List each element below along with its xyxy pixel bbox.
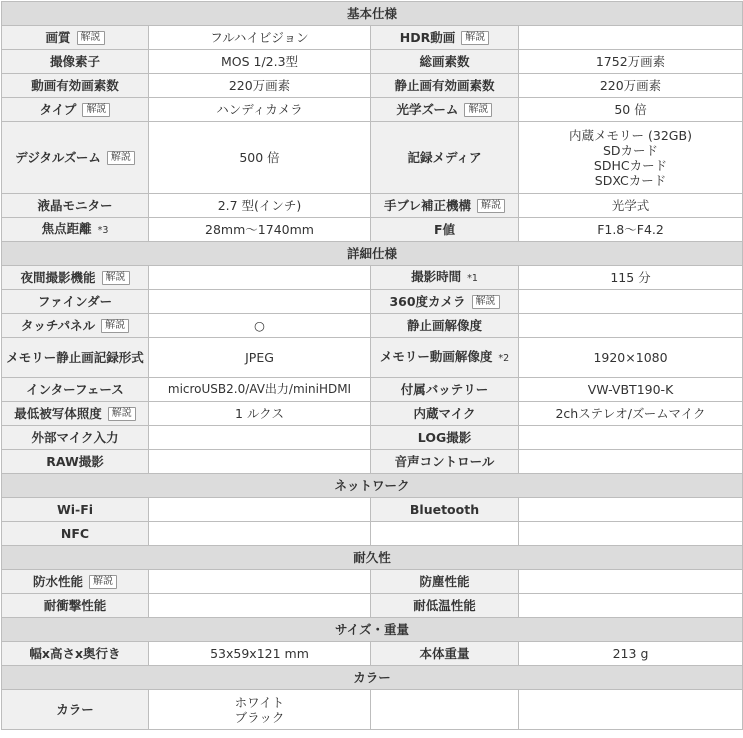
- value-weight[interactable]: 213 g: [519, 642, 743, 666]
- label-focal: [2, 218, 149, 242]
- label-text: 夜間撮影機能: [20, 269, 96, 285]
- value-min-lux[interactable]: 1 ルクス: [149, 402, 371, 426]
- label-total-px: 総画素数: [371, 50, 519, 74]
- value-dust: [519, 570, 743, 594]
- value-battery: VW-VBT190-K: [519, 378, 743, 402]
- label-audio: 音声コントロール: [371, 450, 519, 474]
- label-weight: 本体重量: [371, 642, 519, 666]
- value-total-px: 1752万画素: [519, 50, 743, 74]
- value-optical-zoom[interactable]: 50 倍: [519, 98, 743, 122]
- kaisetsu-button[interactable]: 解説: [77, 31, 105, 45]
- label-movie-px: 動画有効画素数: [2, 74, 149, 98]
- label-media: 記録メディア: [371, 122, 519, 194]
- label-still-px: 静止画有効画素数: [371, 74, 519, 98]
- label-ext-mic: 外部マイク入力: [2, 426, 149, 450]
- section-detail: 詳細仕様: [2, 242, 743, 266]
- section-basic: 基本仕様: [2, 2, 743, 26]
- kaisetsu-button[interactable]: 解説: [461, 31, 489, 45]
- label-sensor: 撮像素子: [2, 50, 149, 74]
- label-optical-zoom: [371, 98, 519, 122]
- value-type[interactable]: ハンディカメラ: [149, 98, 371, 122]
- value-water: [149, 570, 371, 594]
- label-night: [2, 266, 149, 290]
- label-digital-zoom: [2, 122, 149, 194]
- label-gashitsu: [2, 26, 149, 50]
- section-durability: 耐久性: [2, 546, 743, 570]
- label-type: [2, 98, 149, 122]
- label-min-lux: [2, 402, 149, 426]
- value-wifi: [149, 498, 371, 522]
- label-dims: 幅x高さx奥行き: [2, 642, 149, 666]
- value-ext-mic: [149, 426, 371, 450]
- footnote-mark: *3: [97, 225, 109, 236]
- footnote-mark: *2: [498, 353, 510, 364]
- label-nfc: NFC: [2, 522, 149, 546]
- value-color: [149, 690, 371, 730]
- value-still-res: [519, 314, 743, 338]
- kaisetsu-button[interactable]: 解説: [477, 199, 505, 213]
- label-mic: 内蔵マイク: [371, 402, 519, 426]
- label-f: F値: [371, 218, 519, 242]
- label-360cam: [371, 290, 519, 314]
- label-lcd: 液晶モニター: [2, 194, 149, 218]
- label-wifi: Wi-Fi: [2, 498, 149, 522]
- label-text: デジタルズーム: [15, 149, 101, 165]
- empty-cell: [519, 522, 743, 546]
- kaisetsu-button[interactable]: 解説: [472, 295, 500, 309]
- value-log: [519, 426, 743, 450]
- value-gashitsu[interactable]: フルハイビジョン: [149, 26, 371, 50]
- label-text: 撮影時間: [411, 269, 462, 284]
- value-f: F1.8～F4.2: [519, 218, 743, 242]
- value-mem-movie: 1920×1080: [519, 338, 743, 378]
- value-cold: [519, 594, 743, 618]
- label-text: 防水性能: [32, 573, 83, 589]
- value-raw: [149, 450, 371, 474]
- value-bluetooth: [519, 498, 743, 522]
- color-item: ホワイト: [234, 694, 285, 710]
- label-hdr: [371, 26, 519, 50]
- kaisetsu-button[interactable]: 解説: [101, 319, 129, 333]
- value-dims: 53x59x121 mm: [149, 642, 371, 666]
- label-text: メモリー動画解像度: [379, 349, 493, 364]
- label-text: 最低被写体照度: [14, 405, 102, 421]
- label-still-res: 静止画解像度: [371, 314, 519, 338]
- section-network: ネットワーク: [2, 474, 743, 498]
- label-text: 光学ズーム: [396, 101, 459, 117]
- label-stabilizer: [371, 194, 519, 218]
- label-text: タッチパネル: [20, 317, 96, 333]
- value-touch[interactable]: ○: [149, 314, 371, 338]
- value-sensor: MOS 1/2.3型: [149, 50, 371, 74]
- value-stabilizer: 光学式: [519, 194, 743, 218]
- footnote-mark: *1: [467, 273, 478, 284]
- label-battery: 付属バッテリー: [371, 378, 519, 402]
- kaisetsu-button[interactable]: 解説: [464, 103, 492, 117]
- label-mem-still: メモリー静止画記録形式: [2, 338, 149, 378]
- label-bluetooth: Bluetooth: [371, 498, 519, 522]
- label-log: LOG撮影: [371, 426, 519, 450]
- value-digital-zoom[interactable]: 500 倍: [149, 122, 371, 194]
- empty-cell: [519, 690, 743, 730]
- value-nfc: [149, 522, 371, 546]
- label-finder: ファインダー: [2, 290, 149, 314]
- label-text: 画質: [45, 29, 71, 45]
- label-text: 360度カメラ: [389, 293, 466, 309]
- value-mem-still: JPEG: [149, 338, 371, 378]
- value-finder: [149, 290, 371, 314]
- label-touch: [2, 314, 149, 338]
- section-size: サイズ・重量: [2, 618, 743, 642]
- label-text: 手ブレ補正機構: [383, 197, 471, 213]
- kaisetsu-button[interactable]: 解説: [107, 151, 135, 165]
- empty-cell: [371, 690, 519, 730]
- label-text: タイプ: [39, 101, 77, 117]
- value-shock: [149, 594, 371, 618]
- media-item: SDHCカード: [593, 157, 668, 173]
- value-lcd: 2.7 型(インチ): [149, 194, 371, 218]
- label-cold: 耐低温性能: [371, 594, 519, 618]
- label-mem-movie: [371, 338, 519, 378]
- label-text: HDR動画: [399, 29, 456, 45]
- kaisetsu-button[interactable]: 解説: [102, 271, 130, 285]
- kaisetsu-button[interactable]: 解説: [82, 103, 110, 117]
- media-item: SDカード: [602, 142, 659, 158]
- value-interface: microUSB2.0/AV出力/miniHDMI: [149, 378, 371, 402]
- spec-table: [1, 1, 743, 730]
- value-still-px: 220万画素: [519, 74, 743, 98]
- value-360cam: [519, 290, 743, 314]
- kaisetsu-button[interactable]: 解説: [89, 575, 117, 589]
- value-mic: 2chステレオ/ズームマイク: [519, 402, 743, 426]
- label-water: [2, 570, 149, 594]
- media-item: SDXCカード: [594, 172, 667, 188]
- value-movie-px: 220万画素: [149, 74, 371, 98]
- label-text: 焦点距離: [41, 221, 92, 236]
- label-interface: インターフェース: [2, 378, 149, 402]
- value-media: [519, 122, 743, 194]
- label-dust: 防塵性能: [371, 570, 519, 594]
- label-raw: RAW撮影: [2, 450, 149, 474]
- color-item: ブラック: [234, 709, 285, 725]
- media-item: 内蔵メモリー (32GB): [569, 127, 692, 143]
- value-rec-time[interactable]: 115 分: [519, 266, 743, 290]
- label-shock: 耐衝撃性能: [2, 594, 149, 618]
- section-color: カラー: [2, 666, 743, 690]
- empty-cell: [371, 522, 519, 546]
- label-color: カラー: [2, 690, 149, 730]
- value-hdr: [519, 26, 743, 50]
- value-focal: 28mm～1740mm: [149, 218, 371, 242]
- value-audio: [519, 450, 743, 474]
- label-rec-time: [371, 266, 519, 290]
- kaisetsu-button[interactable]: 解説: [108, 407, 136, 421]
- value-night: [149, 266, 371, 290]
